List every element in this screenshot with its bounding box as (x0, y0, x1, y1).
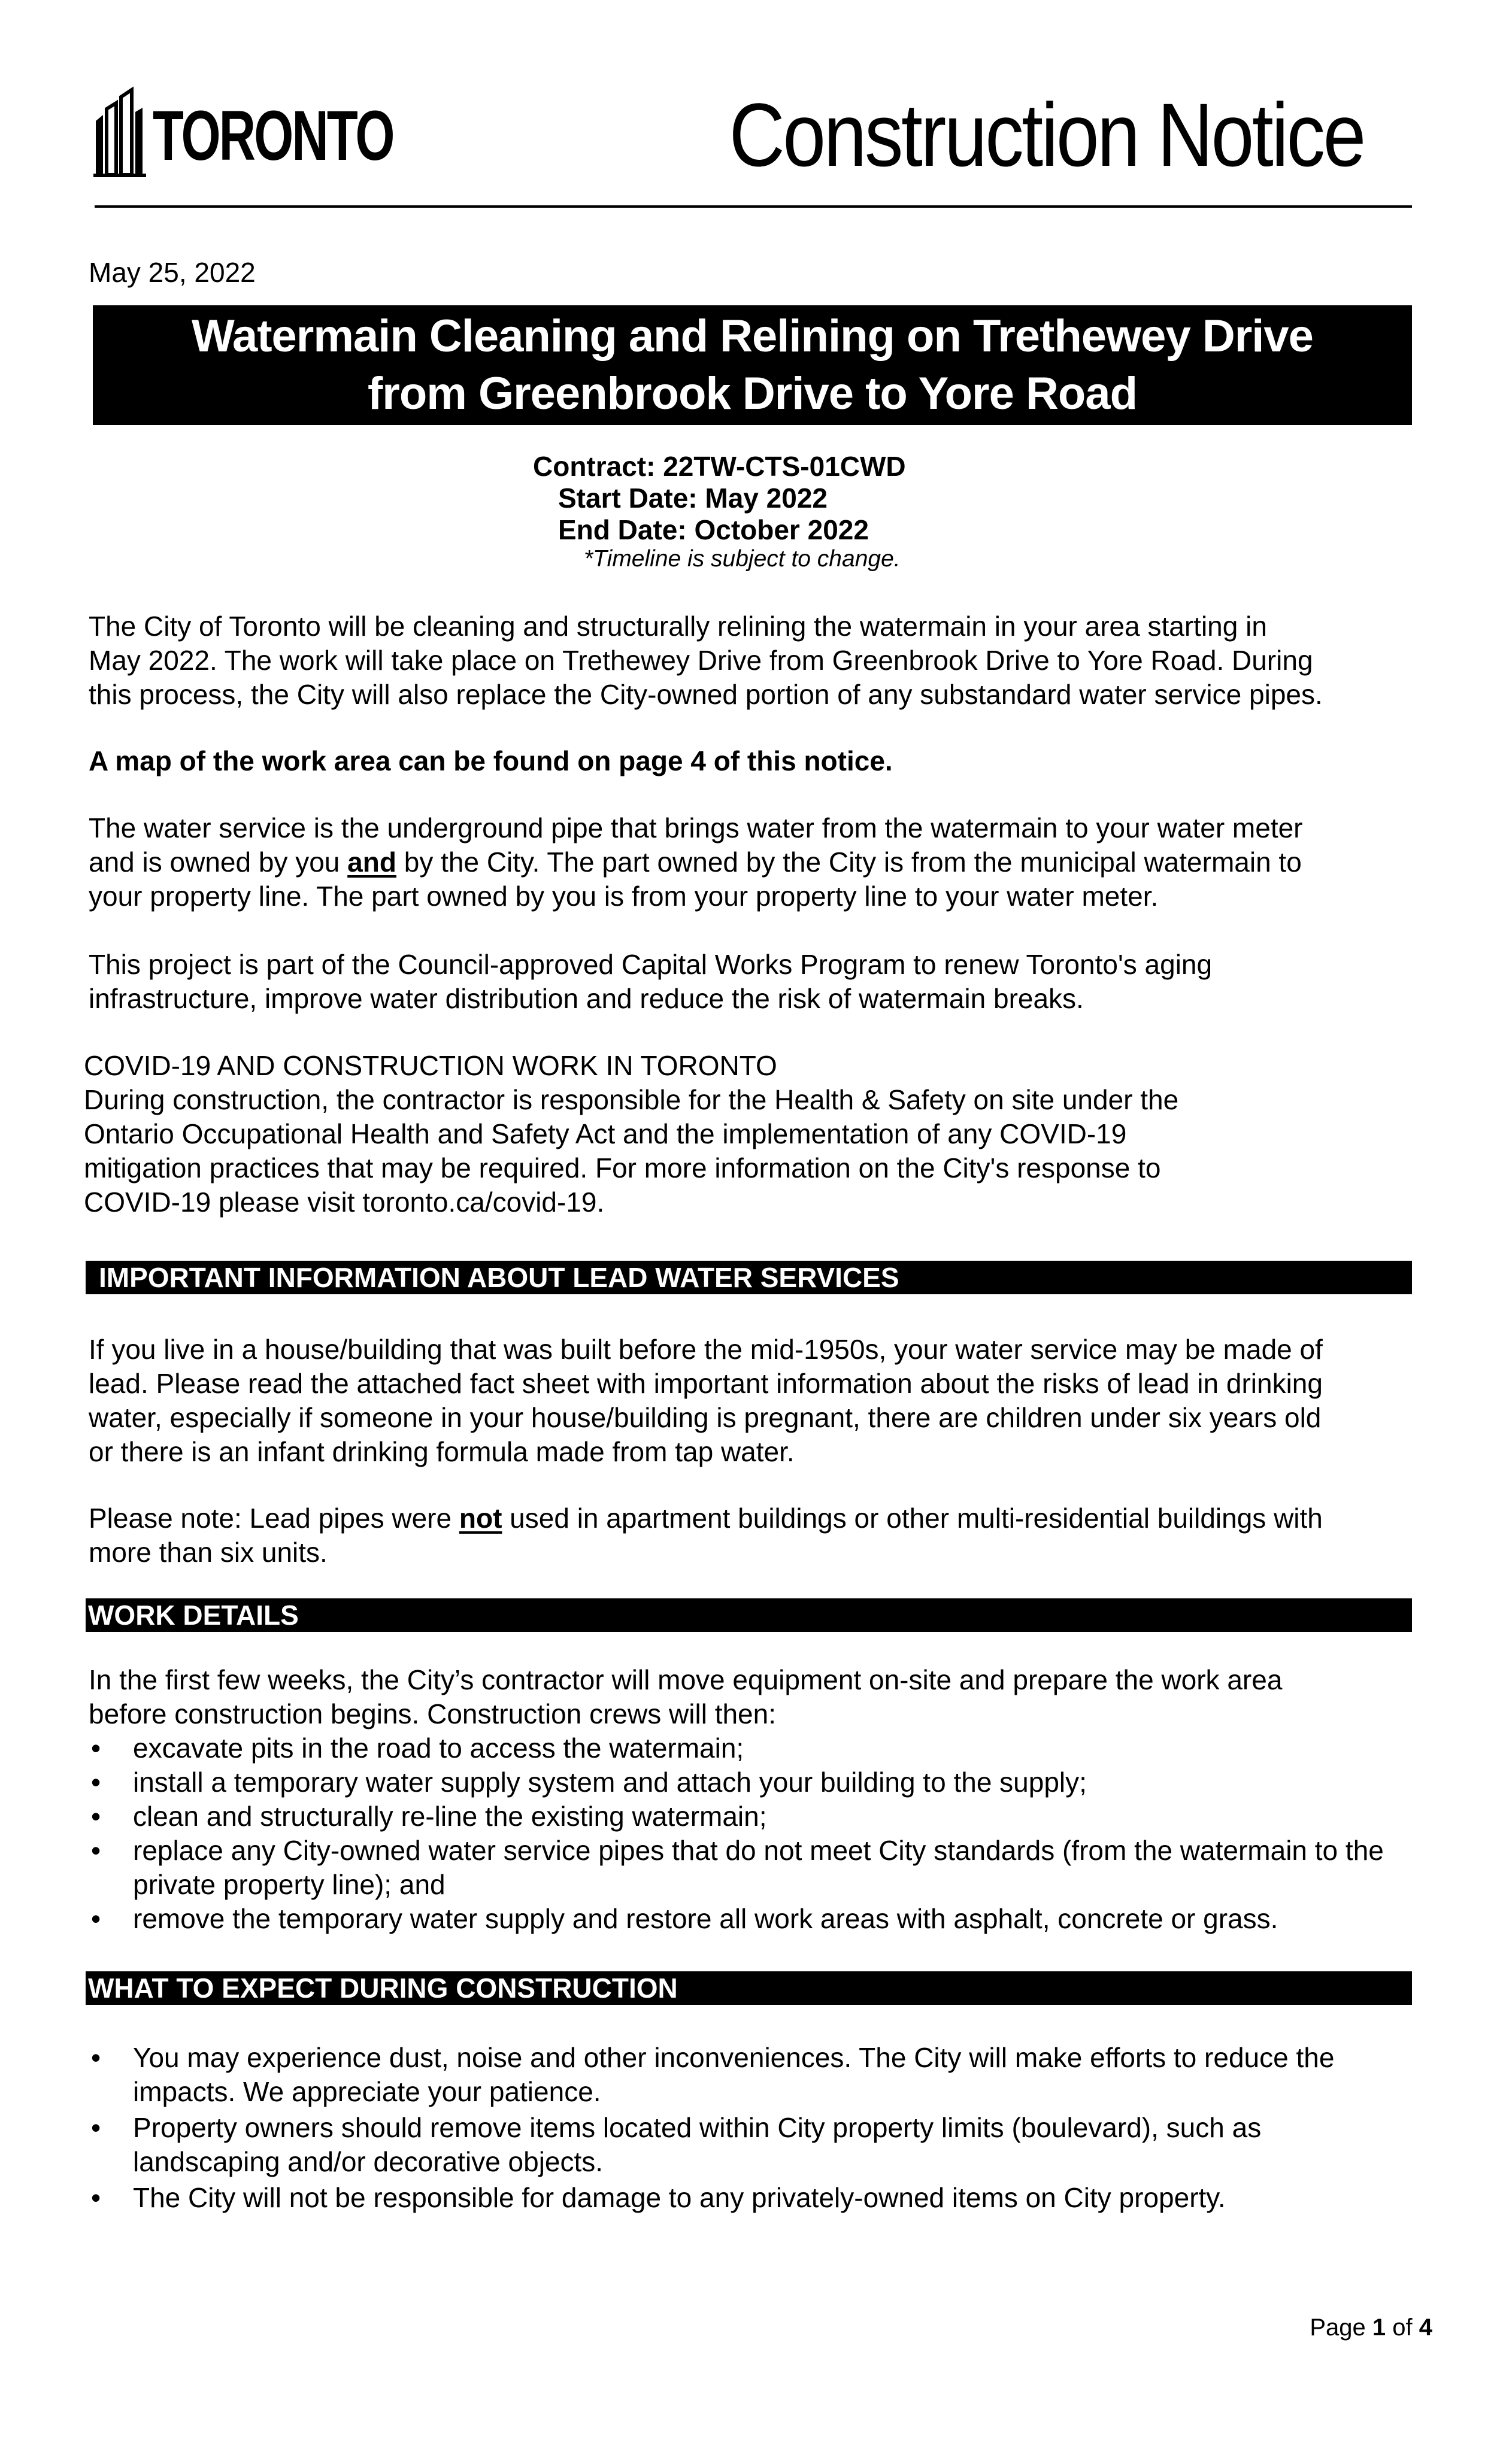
intro-line: this process, the City will also replace the City-owned portion of any substandard water service pipes. (89, 679, 1323, 710)
bullet-icon: • (91, 1903, 101, 1934)
project-title-banner (93, 305, 1412, 425)
list-item-text: You may experience dust, noise and other inconveniences. The City will make efforts to reduce the impacts. We appreciate your patience. (133, 2042, 1335, 2107)
lead-note-line (89, 1501, 1418, 1536)
lead-line: or there is an infant drinking formula made from tap water. (89, 1436, 795, 1467)
expectations-list (89, 2041, 1400, 2217)
list-item-text: replace any City-owned water service pipes that do not meet City standards (from the watermain to the private property line); and (133, 1835, 1384, 1900)
header-divider (95, 205, 1412, 208)
list-item (89, 1731, 1400, 1765)
bullet-icon: • (91, 2042, 101, 2073)
timeline-note: *Timeline is subject to change. (584, 546, 901, 572)
end-date: End Date: October 2022 (558, 514, 869, 545)
list-item (89, 1765, 1400, 1800)
list-item (89, 2111, 1400, 2179)
list-item-text: install a temporary water supply system and attach your building to the supply; (133, 1767, 1087, 1798)
covid-line: mitigation practices that may be required. For more information on the City's response to (84, 1152, 1161, 1184)
page-current: 1 (1372, 2314, 1386, 2341)
capital-line: infrastructure, improve water distribution and reduce the risk of watermain breaks. (89, 983, 1084, 1014)
work-intro-line: In the first few weeks, the City’s contractor will move equipment on-site and prepare the work area (89, 1664, 1283, 1695)
list-item (89, 1902, 1400, 1936)
covid-line: During construction, the contractor is responsible for the Health & Safety on site under the (84, 1084, 1179, 1115)
list-item-text: Property owners should remove items located within City property limits (boulevard), such as landscaping and/or decorative objects. (133, 2112, 1262, 2177)
text-span: Please note: Lead pipes were (89, 1503, 459, 1534)
capital-works-paragraph (89, 948, 1418, 1016)
text-span: and is owned by you (89, 846, 348, 878)
water-service-line (89, 845, 1418, 879)
bullet-icon: • (91, 2112, 101, 2143)
covid-line: COVID-19 please visit toronto.ca/covid-19. (84, 1187, 605, 1218)
work-intro-line: before construction begins. Construction crews will then: (89, 1698, 777, 1729)
bullet-icon: • (91, 1767, 101, 1798)
project-title-line-2: from Greenbrook Drive to Yore Road (367, 368, 1137, 419)
page-total: 4 (1419, 2314, 1432, 2341)
covid-section (84, 1049, 1178, 1219)
covid-heading: COVID-19 AND CONSTRUCTION WORK IN TORONTO (84, 1050, 777, 1081)
capital-line: This project is part of the Council-approved Capital Works Program to renew Toronto's aging (89, 949, 1213, 980)
lead-line: water, especially if someone in your house/building is pregnant, there are children under six years old (89, 1402, 1322, 1433)
intro-line: The City of Toronto will be cleaning and structurally relining the watermain in your area starting in (89, 611, 1267, 642)
map-reference-note: A map of the work area can be found on page 4 of this notice. (89, 745, 893, 776)
list-item-text: remove the temporary water supply and restore all work areas with asphalt, concrete or grass. (133, 1903, 1278, 1934)
bullet-icon: • (91, 2182, 101, 2213)
list-item (89, 2041, 1400, 2109)
work-intro-paragraph (89, 1663, 1418, 1731)
list-item (89, 2181, 1400, 2215)
contract-number: Contract: 22TW-CTS-01CWD (533, 451, 906, 482)
lead-line: lead. Please read the attached fact sheet with important information about the risks of lead in drinking (89, 1368, 1323, 1399)
expectations-heading: WHAT TO EXPECT DURING CONSTRUCTION (86, 1971, 1412, 2005)
intro-line: May 2022. The work will take place on Trethewey Drive from Greenbrook Drive to Yore Road. During (89, 645, 1313, 676)
page-number (1310, 2314, 1432, 2341)
text-span: used in apartment buildings or other multi-residential buildings with (502, 1503, 1323, 1534)
page-of: of (1392, 2314, 1413, 2341)
logo-wordmark: TORONTO (153, 96, 393, 175)
lead-line: If you live in a house/building that was built before the mid-1950s, your water service may be made of (89, 1334, 1323, 1365)
notice-title: Construction Notice (729, 84, 1364, 185)
list-item-text: excavate pits in the road to access the watermain; (133, 1732, 744, 1764)
lead-paragraph (89, 1333, 1418, 1469)
list-item-text: The City will not be responsible for damage to any privately-owned items on City property. (133, 2182, 1226, 2213)
project-title-line-1: Watermain Cleaning and Relining on Trethewey Drive (192, 311, 1313, 362)
work-steps-list (89, 1731, 1400, 1936)
emphasis-not: not (459, 1503, 502, 1534)
page-label: Page (1310, 2314, 1366, 2341)
start-date: Start Date: May 2022 (558, 483, 828, 514)
list-item-text: clean and structurally re-line the existing watermain; (133, 1801, 767, 1832)
list-item (89, 1800, 1400, 1834)
emphasis-and: and (347, 846, 396, 878)
lead-note-paragraph (89, 1501, 1418, 1570)
intro-paragraph (89, 609, 1418, 712)
text-span: by the City. The part owned by the City is from the municipal watermain to (396, 846, 1302, 878)
water-service-line: your property line. The part owned by you is from your property line to your water meter. (89, 881, 1159, 912)
notice-date: May 25, 2022 (89, 257, 256, 288)
work-details-heading: WORK DETAILS (86, 1598, 1412, 1632)
water-service-paragraph (89, 811, 1418, 914)
bullet-icon: • (91, 1801, 101, 1832)
water-service-line: The water service is the underground pipe that brings water from the watermain to your water meter (89, 812, 1303, 843)
bullet-icon: • (91, 1732, 101, 1764)
lead-note-line: more than six units. (89, 1537, 328, 1568)
bullet-icon: • (91, 1835, 101, 1866)
lead-section-heading: IMPORTANT INFORMATION ABOUT LEAD WATER SERVICES (86, 1261, 1412, 1294)
list-item (89, 1834, 1400, 1902)
covid-line: Ontario Occupational Health and Safety Act and the implementation of any COVID-19 (84, 1118, 1127, 1149)
